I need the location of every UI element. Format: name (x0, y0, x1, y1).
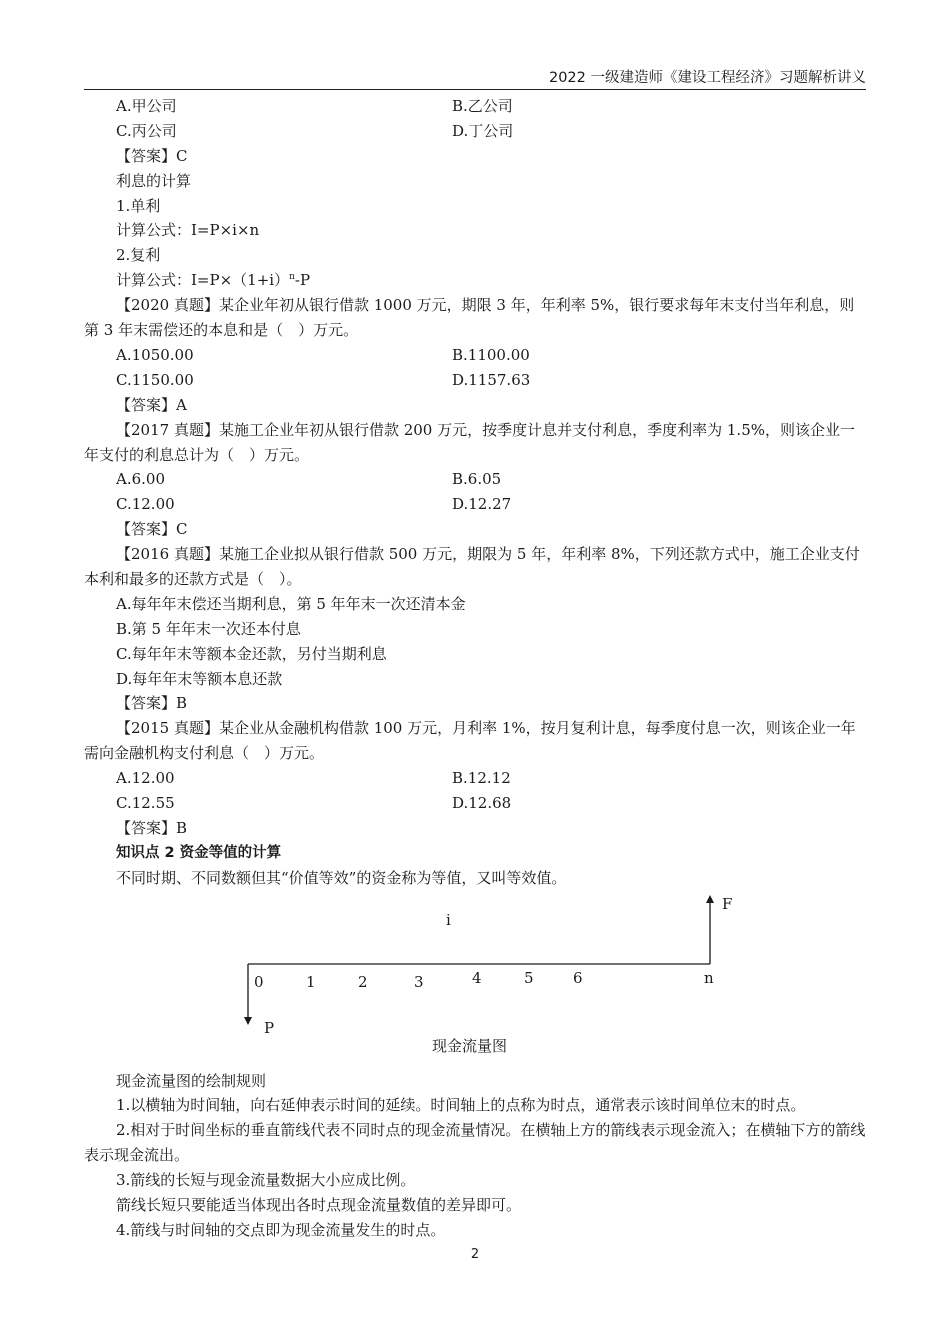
question-2020 (84, 293, 866, 343)
formula-exponent: n (289, 272, 295, 283)
question-tag: 【2016 真题】 (116, 545, 219, 564)
simple-interest-title: 1.单利 (116, 196, 161, 215)
formula-main: 计算公式：I=P×（1+i） (116, 271, 290, 290)
rule-3-note: 箭线长短只要能适当体现出各时点现金流量数值的差异即可。 (116, 1196, 522, 1215)
question-tag: 【2020 真题】 (116, 296, 219, 315)
option-b: B.第 5 年年末一次还本付息 (116, 619, 301, 638)
option-c: C.每年年末等额本金还款，另付当期利息 (116, 644, 387, 663)
rule-3: 3.箭线的长短与现金流量数据大小应成比例。 (116, 1171, 416, 1190)
option-a: A.1050.00 (116, 345, 194, 364)
option-a: A.12.00 (116, 769, 175, 788)
formula-tail: -P (294, 271, 311, 290)
question-text: 某施工企业年初从银行借款 200 万元，按季度计息并支付利息，季度利率为 1.5%，则该企业一年支付的利息总计为（ ）万元。 (84, 420, 855, 464)
diagram-caption: 现金流量图 (432, 1036, 508, 1055)
header-rule (84, 89, 866, 90)
time-tick-label: 2 (358, 972, 368, 991)
rule-1: 1.以横轴为时间轴，向右延伸表示时间的延续。时间轴上的点称为时点，通常表示该时间单位末的时点。 (116, 1096, 806, 1115)
option-a: A.每年年末偿还当期利息，第 5 年年末一次还清本金 (116, 594, 466, 613)
options-row (84, 766, 866, 791)
option-b: B.乙公司 (452, 97, 513, 115)
cash-flow-diagram (84, 891, 866, 1069)
option-d: D.1157.63 (452, 370, 531, 389)
section-heading: 利息的计算 (116, 171, 192, 190)
rule-4: 4.箭线与时间轴的交点即为现金流量发生的时点。 (116, 1220, 446, 1239)
page-number: 2 (470, 1247, 480, 1262)
option-c: C.12.55 (116, 794, 175, 812)
definition: 不同时期、不同数额但其“价值等效”的资金称为等值，又叫等效值。 (116, 868, 567, 887)
option-b: B.1100.00 (452, 345, 530, 364)
option-a: A.甲公司 (116, 97, 177, 115)
rule-2: 2.相对于时间坐标的垂直箭线代表不同时点的现金流量情况。在横轴上方的箭线表示现金流入；在横轴下方的箭线表示现金流出。 (84, 1121, 866, 1165)
answer: 【答案】A (116, 395, 187, 414)
option-d: D.丁公司 (452, 121, 514, 140)
compound-interest-title: 2.复利 (116, 246, 161, 265)
options-row (84, 119, 866, 144)
compound-interest-formula (84, 268, 866, 293)
option-b: B.12.12 (452, 769, 511, 788)
options-row (84, 94, 866, 119)
question-2015 (84, 716, 866, 766)
answer: 【答案】C (116, 520, 188, 539)
option-d: D.12.68 (452, 794, 512, 812)
question-text: 某施工企业拟从银行借款 500 万元，期限为 5 年，年利率 8%，下列还款方式中，施工企业支付本利和最多的还款方式是（ ）。 (84, 545, 860, 588)
time-tick-label: 3 (414, 972, 424, 991)
answer: 【答案】C (116, 146, 188, 165)
question-text: 某企业从金融机构借款 100 万元，月利率 1%，按月复利计息，每季度付息一次，则该企业一年需向金融机构支付利息（ ）万元。 (84, 719, 856, 763)
running-header: 2022 一级建造师《建设工程经济》习题解析讲义 (548, 70, 866, 86)
option-d: D.12.27 (452, 495, 512, 514)
rules-heading: 现金流量图的绘制规则 (116, 1071, 267, 1090)
option-d: D.每年年末等额本息还款 (116, 669, 283, 688)
time-tick-label: n (704, 968, 714, 987)
present-value-label: P (264, 1018, 275, 1037)
option-c: C.12.00 (116, 495, 175, 514)
time-tick-label: 1 (306, 972, 316, 991)
options-row (84, 467, 866, 492)
question-2016 (84, 542, 866, 592)
time-tick-label: 4 (472, 968, 482, 987)
option-b: B.6.05 (452, 470, 502, 489)
options-row (84, 791, 866, 816)
options-row (84, 343, 866, 368)
question-tag: 【2015 真题】 (116, 719, 219, 738)
page-content (84, 94, 866, 1243)
option-c: C.1150.00 (116, 370, 194, 389)
option-c: C.丙公司 (116, 121, 177, 140)
knowledge-point-title: 知识点 2 资金等值的计算 (116, 844, 282, 861)
options-row (84, 368, 866, 393)
simple-interest-formula: 计算公式：I=P×i×n (116, 221, 260, 240)
answer: 【答案】B (116, 818, 188, 837)
question-tag: 【2017 真题】 (116, 420, 219, 439)
answer: 【答案】B (116, 694, 188, 713)
question-text: 某企业年初从银行借款 1000 万元，期限 3 年，年利率 5%，银行要求每年末支付当年利息，则第 3 年末需偿还的本息和是（ ）万元。 (84, 296, 855, 340)
option-a: A.6.00 (116, 470, 165, 489)
options-row (84, 492, 866, 517)
interest-rate-label: i (446, 910, 451, 929)
question-2017 (84, 418, 866, 468)
time-tick-label: 5 (524, 968, 534, 987)
future-value-label: F (722, 894, 733, 913)
time-tick-label: 6 (573, 968, 583, 987)
time-tick-label: 0 (254, 972, 264, 991)
